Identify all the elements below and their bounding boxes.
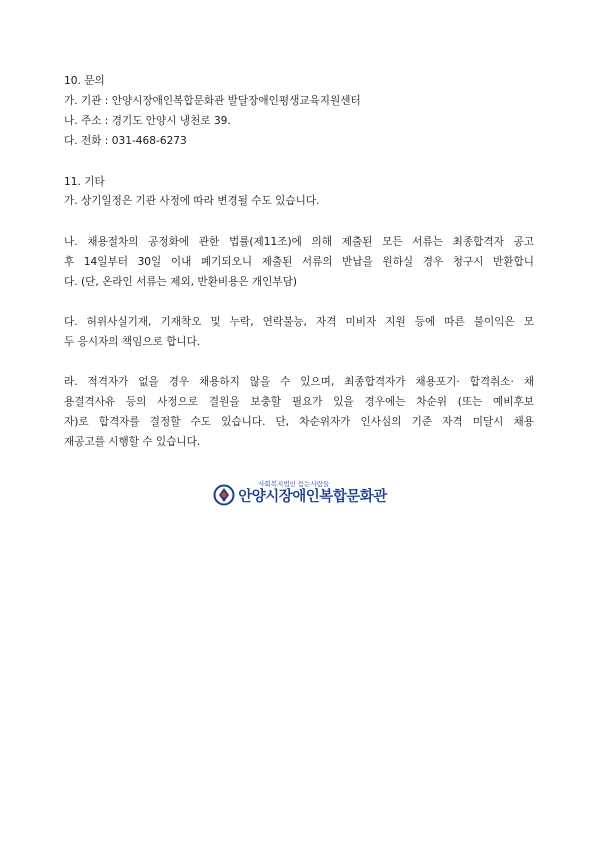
etc-item-na-line: 후 14일부터 30일 이내 폐기되오니 제출된 서류의 반납을 원하실 경우 청구시 반환합니 [64, 256, 534, 268]
etc-item-ra-line: 재공고를 시행할 수 있습니다. [64, 436, 201, 448]
etc-item-ra-line: 라. 적격자가 없을 경우 채용하지 않을 수 있으며, 최종합격자가 채용포기· 합격취소· 채 [64, 376, 534, 388]
contact-organization: 가. 기관 : 안양시장애인복합문화관 발달장애인평생교육지원센터 [64, 95, 361, 107]
section-heading-etc: 11. 기타 [64, 176, 105, 188]
contact-address: 나. 주소 : 경기도 안양시 냉천로 39. [64, 115, 231, 127]
logo-name: 안양시장애인복합문화관 [238, 489, 387, 505]
logo-subtitle: 사회복지법인 듬는사람들 [258, 480, 330, 488]
etc-item-na-line: 나. 채용절차의 공정화에 관한 법률(제11조)에 의해 제출된 모든 서류는 최종합격자 공고 [64, 236, 534, 248]
etc-item-na-line: 다. (단, 온라인 서류는 제외, 반환비용은 개인부담) [64, 276, 298, 288]
section-heading-contact: 10. 문의 [64, 75, 105, 87]
etc-item-da-line: 두 응시자의 책임으로 합니다. [64, 336, 201, 348]
etc-item-ra-line: 자)로 합격자를 결정할 수도 있습니다. 단, 차순위자가 인사심의 기준 자격 미달시 채용 [64, 416, 534, 428]
etc-item-ra-line: 용결격사유 등의 사정으로 결원을 보충할 필요가 있을 경우에는 차순위 (또는 예비후보 [64, 396, 534, 408]
contact-phone: 다. 전화 : 031-468-6273 [64, 135, 187, 147]
etc-item-ga: 가. 상기일정은 기관 사정에 따라 변경될 수도 있습니다. [64, 195, 320, 207]
etc-item-da-line: 다. 허위사실기재, 기재착오 및 누락, 연락불능, 자격 미비자 지원 등에 따른 불이익은 모 [64, 316, 534, 328]
organization-logo [0, 480, 600, 510]
organization-emblem-icon [213, 484, 235, 506]
